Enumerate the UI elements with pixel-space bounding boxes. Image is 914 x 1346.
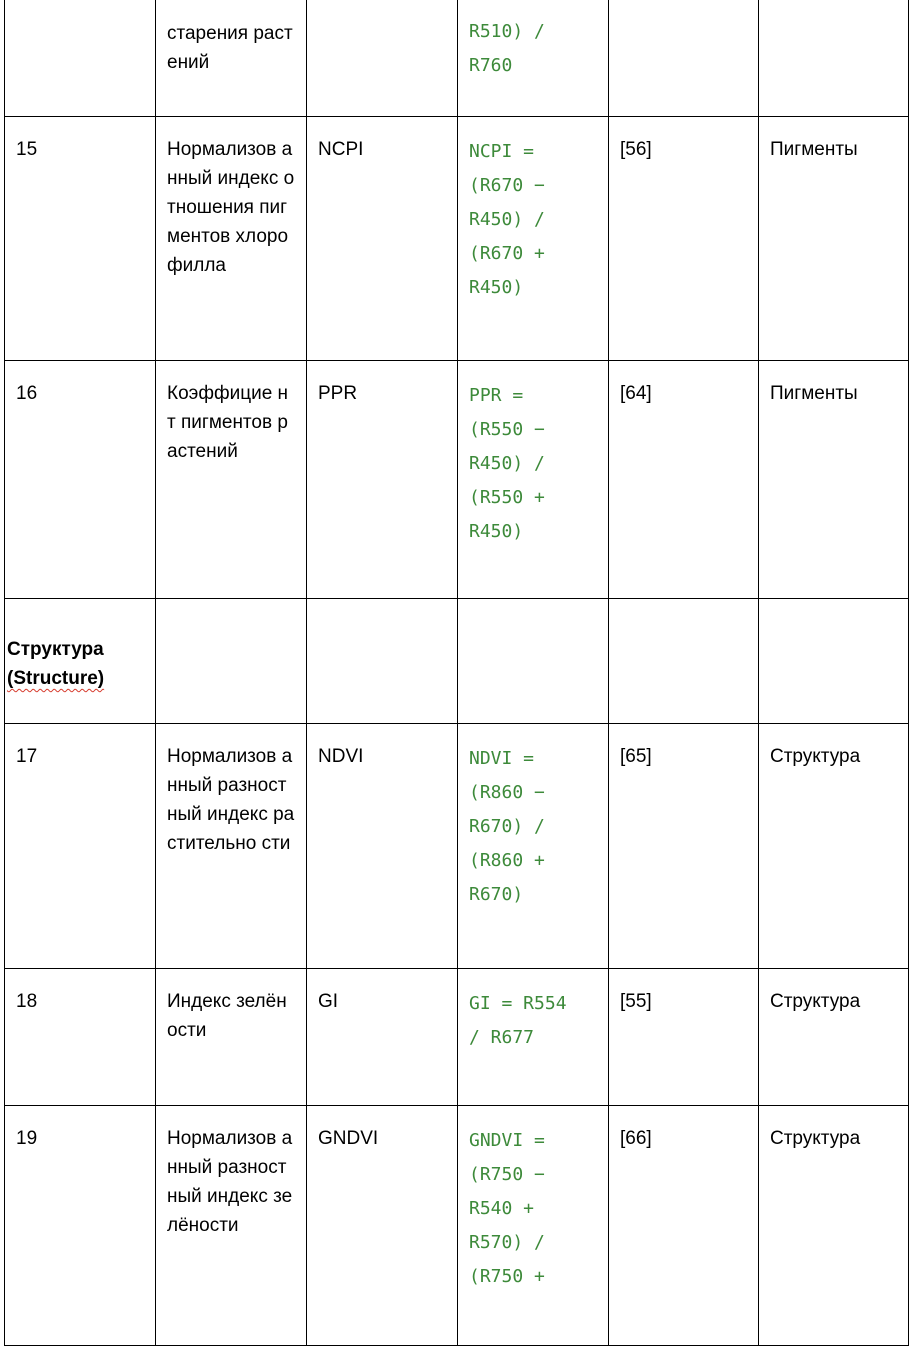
cell-index-name: Нормализов анный разностный индекс растительно сти bbox=[156, 724, 307, 969]
cell-abbreviation: NDVI bbox=[307, 724, 458, 969]
empty-cell bbox=[156, 599, 307, 724]
indices-table bbox=[4, 0, 909, 1346]
cell-formula: PPR = (R550 − R450) / (R550 + R450) bbox=[458, 361, 609, 599]
empty-cell bbox=[458, 599, 609, 724]
cell-reference: [64] bbox=[609, 361, 759, 599]
cell-reference: [65] bbox=[609, 724, 759, 969]
cell-reference bbox=[609, 0, 759, 117]
cell-abbreviation bbox=[307, 0, 458, 117]
cell-index-name: старения растений bbox=[156, 0, 307, 117]
cell-number: 16 bbox=[5, 361, 156, 599]
empty-cell bbox=[609, 599, 759, 724]
cell-category: Структура bbox=[759, 969, 909, 1106]
cell-category: Пигменты bbox=[759, 117, 909, 361]
empty-cell bbox=[759, 599, 909, 724]
cell-number: 15 bbox=[5, 117, 156, 361]
cell-index-name: Коэффицие нт пигментов растений bbox=[156, 361, 307, 599]
cell-number bbox=[5, 0, 156, 117]
table-row bbox=[5, 361, 909, 599]
cell-formula: NCPI = (R670 − R450) / (R670 + R450) bbox=[458, 117, 609, 361]
cell-category: Пигменты bbox=[759, 361, 909, 599]
cell-formula: R510) / R760 bbox=[458, 0, 609, 117]
cell-formula: NDVI = (R860 − R670) / (R860 + R670) bbox=[458, 724, 609, 969]
section-title: Структура bbox=[7, 639, 104, 660]
section-subtitle: (Structure) bbox=[7, 668, 105, 689]
cell-abbreviation: GNDVI bbox=[307, 1106, 458, 1346]
cell-abbreviation: NCPI bbox=[307, 117, 458, 361]
cell-reference: [55] bbox=[609, 969, 759, 1106]
table-row bbox=[5, 969, 909, 1106]
table-row bbox=[5, 0, 909, 117]
cell-category: Структура bbox=[759, 724, 909, 969]
cell-abbreviation: GI bbox=[307, 969, 458, 1106]
table-row bbox=[5, 1106, 909, 1346]
section-header-row bbox=[5, 599, 909, 724]
cell-abbreviation: PPR bbox=[307, 361, 458, 599]
cell-index-name: Нормализов анный индекс отношения пигментов хлорофилла bbox=[156, 117, 307, 361]
cell-category: Структура bbox=[759, 1106, 909, 1346]
cell-reference: [56] bbox=[609, 117, 759, 361]
section-title-cell bbox=[5, 599, 156, 724]
table-row bbox=[5, 117, 909, 361]
cell-formula: GI = R554 / R677 bbox=[458, 969, 609, 1106]
cell-number: 19 bbox=[5, 1106, 156, 1346]
cell-number: 17 bbox=[5, 724, 156, 969]
empty-cell bbox=[307, 599, 458, 724]
cell-index-name: Нормализов анный разностный индекс зелёности bbox=[156, 1106, 307, 1346]
cell-index-name: Индекс зелёности bbox=[156, 969, 307, 1106]
cell-number: 18 bbox=[5, 969, 156, 1106]
cell-reference: [66] bbox=[609, 1106, 759, 1346]
cell-category bbox=[759, 0, 909, 117]
table-row bbox=[5, 724, 909, 969]
cell-formula: GNDVI = (R750 − R540 + R570) / (R750 + bbox=[458, 1106, 609, 1346]
